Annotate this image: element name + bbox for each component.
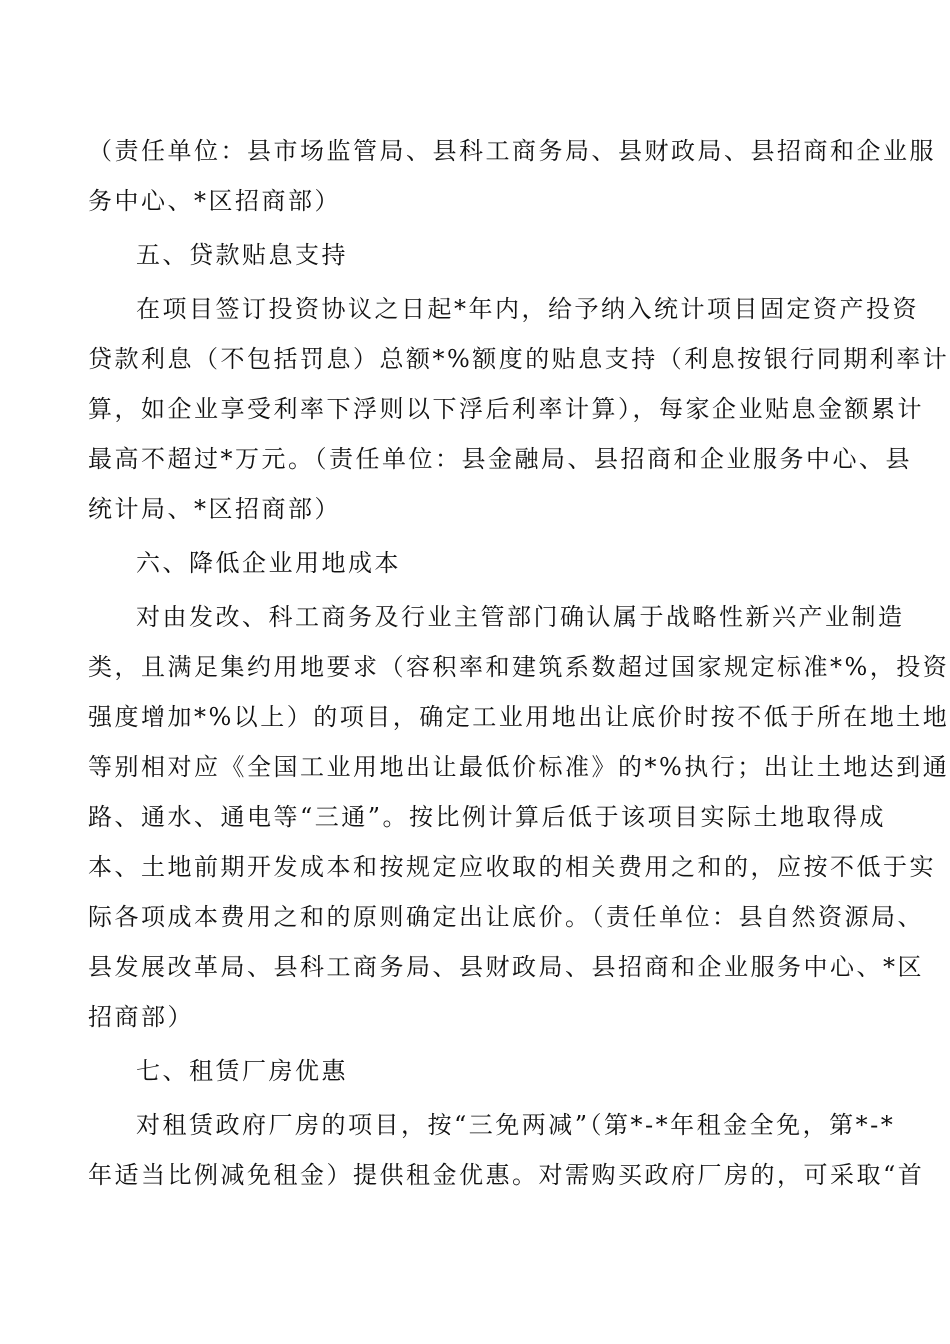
text-line: 路、通水、通电等“三通”。按比例计算后低于该项目实际土地取得成 [88, 803, 887, 831]
text-line: 对租赁政府厂房的项目，按“三免两减”（第*-*年租金全免，第*-* [136, 1111, 896, 1139]
text-line: 等别相对应《全国工业用地出让最低价标准》的*%执行；出让土地达到通 [88, 753, 950, 781]
text-line: 本、土地前期开发成本和按规定应收取的相关费用之和的，应按不低于实 [88, 853, 936, 881]
text-line: 类，且满足集约用地要求（容积率和建筑系数超过国家规定标准*%，投资 [88, 653, 950, 681]
section-heading: 六、降低企业用地成本 [136, 549, 401, 577]
text-line: 招商部） [88, 1003, 194, 1031]
text-line: 务中心、*区招商部） [88, 187, 341, 215]
text-line: 最高不超过*万元。（责任单位：县金融局、县招商和企业服务中心、县 [88, 445, 912, 473]
text-line: 统计局、*区招商部） [88, 495, 341, 523]
text-line: （责任单位：县市场监管局、县科工商务局、县财政局、县招商和企业服 [88, 137, 936, 165]
text-line: 对由发改、科工商务及行业主管部门确认属于战略性新兴产业制造 [136, 603, 905, 631]
text-line: 县发展改革局、县科工商务局、县财政局、县招商和企业服务中心、*区 [88, 953, 924, 981]
text-line: 算，如企业享受利率下浮则以下浮后利率计算），每家企业贴息金额累计 [88, 395, 924, 423]
text-line: 在项目签订投资协议之日起*年内，给予纳入统计项目固定资产投资 [136, 295, 919, 323]
section-heading: 七、租赁厂房优惠 [136, 1057, 348, 1085]
text-line: 际各项成本费用之和的原则确定出让底价。（责任单位：县自然资源局、 [88, 903, 924, 931]
text-line: 强度增加*%以上）的项目，确定工业用地出让底价时按不低于所在地土地 [88, 703, 950, 731]
text-line: 贷款利息（不包括罚息）总额*%额度的贴息支持（利息按银行同期利率计 [88, 345, 950, 373]
section-heading: 五、贷款贴息支持 [136, 241, 348, 269]
text-line: 年适当比例减免租金）提供租金优惠。对需购买政府厂房的，可采取“首 [88, 1161, 925, 1189]
